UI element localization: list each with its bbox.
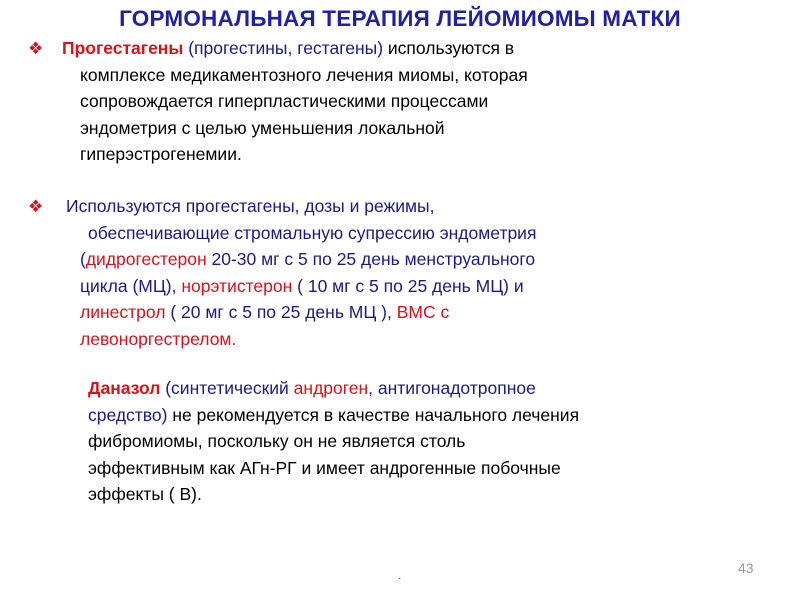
paragraph-progestagen-doses [66, 193, 536, 352]
drug-lynestrenol: линестрол [80, 302, 166, 322]
paragraph-progestagens [60, 35, 528, 168]
paragraph-danazol [88, 375, 579, 508]
text-line: комплексе медикаментозного лечения миомы, которая [80, 64, 528, 85]
text-run: не рекомендуется в качестве начального лечения [167, 404, 580, 425]
drug-norethisterone: норэтистерон [181, 275, 293, 296]
page-number: 43 [738, 560, 754, 576]
term-danazol: Даназол [88, 378, 161, 398]
progestagens-synonyms: (прогестины, гестагены) [183, 38, 384, 58]
text-run: ( [80, 249, 86, 269]
text-run: , антигонадотропное [368, 378, 536, 398]
drug-iud: ВМС с [396, 302, 450, 322]
text-run: используются в [383, 38, 515, 58]
text-run: цикла (МЦ), [80, 275, 182, 296]
text-line: эффекты ( В). [88, 484, 202, 504]
text-run: (синтетический [160, 378, 294, 398]
diamond-bullet-icon: ❖ [28, 197, 44, 216]
text-run: ( 10 мг с 5 по 25 день МЦ) и [292, 275, 524, 296]
term-androgen: андроген [293, 378, 369, 398]
footer-dot: . [398, 568, 402, 582]
text-run: ( 20 мг с 5 по 25 день МЦ ), [165, 302, 397, 322]
term-progestagens: Прогестагены [62, 38, 184, 58]
text-line: сопровождается гиперпластическими процессами [80, 91, 489, 111]
text-run: 20-30 мг с 5 по 25 день менструального [206, 249, 536, 269]
text-line: гиперэстрогенемии. [80, 144, 242, 164]
text-line: эффективным как АГн-РГ и имеет андрогенные побочные [88, 457, 561, 478]
drug-levonorgestrel: левоноргестрелом. [80, 328, 237, 349]
text-run: средство) [88, 404, 168, 425]
text-line: фибромиомы, поскольку он не является столь [88, 431, 466, 451]
drug-dydrogesterone: дидрогестерон [85, 249, 207, 269]
slide-title: ГОРМОНАЛЬНАЯ ТЕРАПИЯ ЛЕЙОМИОМЫ МАТКИ [119, 6, 681, 31]
text-line: эндометрия с целью уменьшения локальной [80, 117, 445, 138]
diamond-bullet-icon: ❖ [28, 39, 44, 58]
text-line: Используются прогестагены, дозы и режимы, [66, 196, 435, 216]
text-line: обеспечивающие стромальную супрессию эндометрия [88, 222, 537, 243]
